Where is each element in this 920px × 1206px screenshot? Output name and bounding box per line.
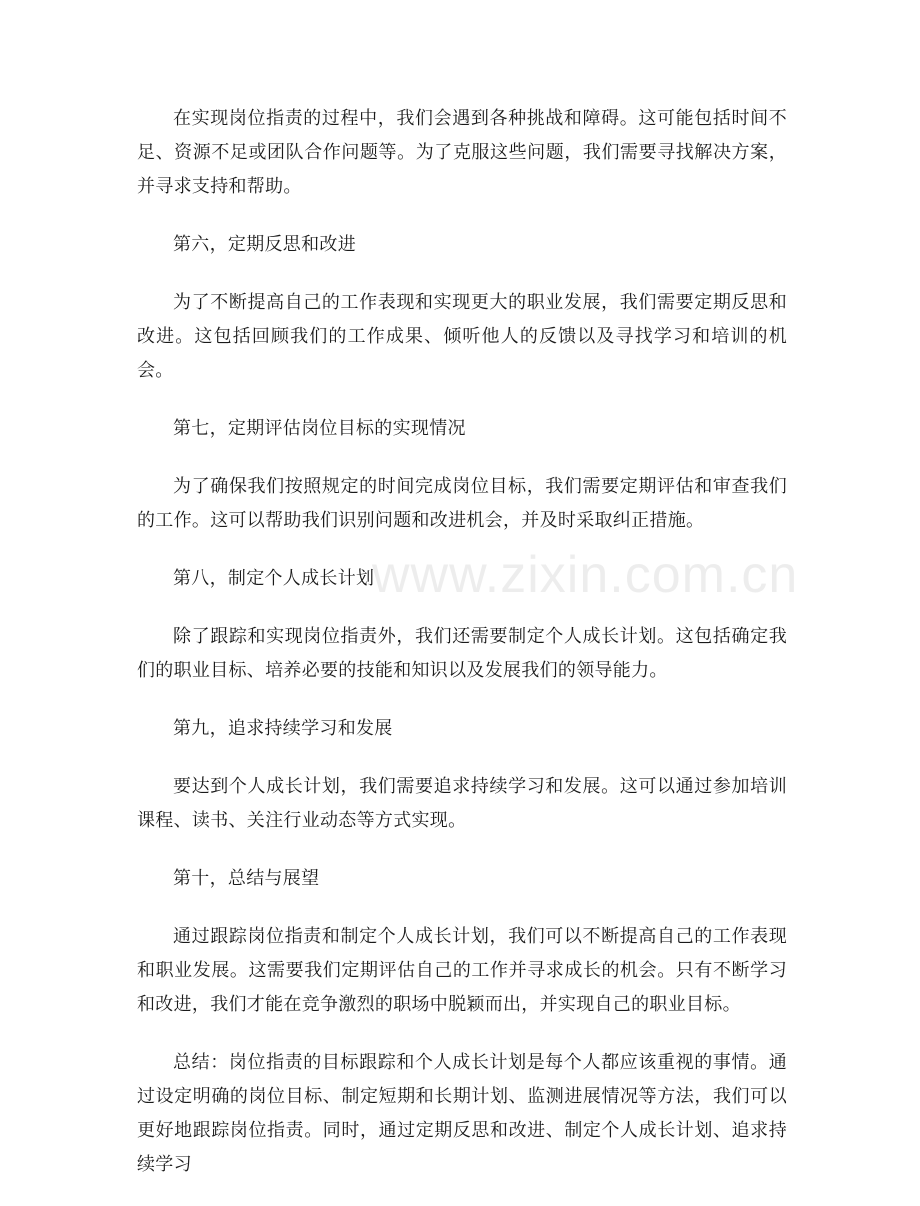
heading-section-6: 第六，定期反思和改进 <box>173 234 356 255</box>
paragraph-learning: 要达到个人成长计划，我们需要追求持续学习和发展。这可以通过参加培训课程、读书、关注行业动态等方式实现。 <box>137 776 787 831</box>
document-body <box>137 102 787 1206</box>
paragraph-challenges: 在实现岗位指责的过程中，我们会遇到各种挑战和障碍。这可能包括时间不足、资源不足或团队合作问题等。为了克服这些问题，我们需要寻找解决方案，并寻求支持和帮助。 <box>137 108 787 197</box>
paragraph-reflection: 为了不断提高自己的工作表现和实现更大的职业发展，我们需要定期反思和改进。这包括回顾我们的工作成果、倾听他人的反馈以及寻找学习和培训的机会。 <box>137 292 787 381</box>
watermark-text: www.zixin.com.cn <box>372 546 799 604</box>
heading-section-9: 第九，追求持续学习和发展 <box>173 718 393 739</box>
paragraph-evaluation: 为了确保我们按照规定的时间完成岗位目标，我们需要定期评估和审查我们的工作。这可以帮助我们识别问题和改进机会，并及时采取纠正措施。 <box>137 476 787 531</box>
paragraph-growth-plan: 除了跟踪和实现岗位指责外，我们还需要制定个人成长计划。这包括确定我们的职业目标、培养必要的技能和知识以及发展我们的领导能力。 <box>137 626 787 681</box>
heading-section-10: 第十，总结与展望 <box>173 868 320 889</box>
paragraph-outlook: 通过跟踪岗位指责和制定个人成长计划，我们可以不断提高自己的工作表现和职业发展。这需要我们定期评估自己的工作并寻求成长的机会。只有不断学习和改进，我们才能在竞争激烈的职场中脱颖而出，并实现自己的职业目标。 <box>137 926 787 1015</box>
heading-section-8: 第八，制定个人成长计划 <box>173 568 375 589</box>
heading-section-7: 第七，定期评估岗位目标的实现情况 <box>173 418 466 439</box>
paragraph-summary: 总结：岗位指责的目标跟踪和个人成长计划是每个人都应该重视的事情。通过设定明确的岗位目标、制定短期和长期计划、监测进展情况等方法，我们可以更好地跟踪岗位指责。同时，通过定期反思和改进、制定个人成长计划、追求持续学习 <box>137 1052 787 1175</box>
